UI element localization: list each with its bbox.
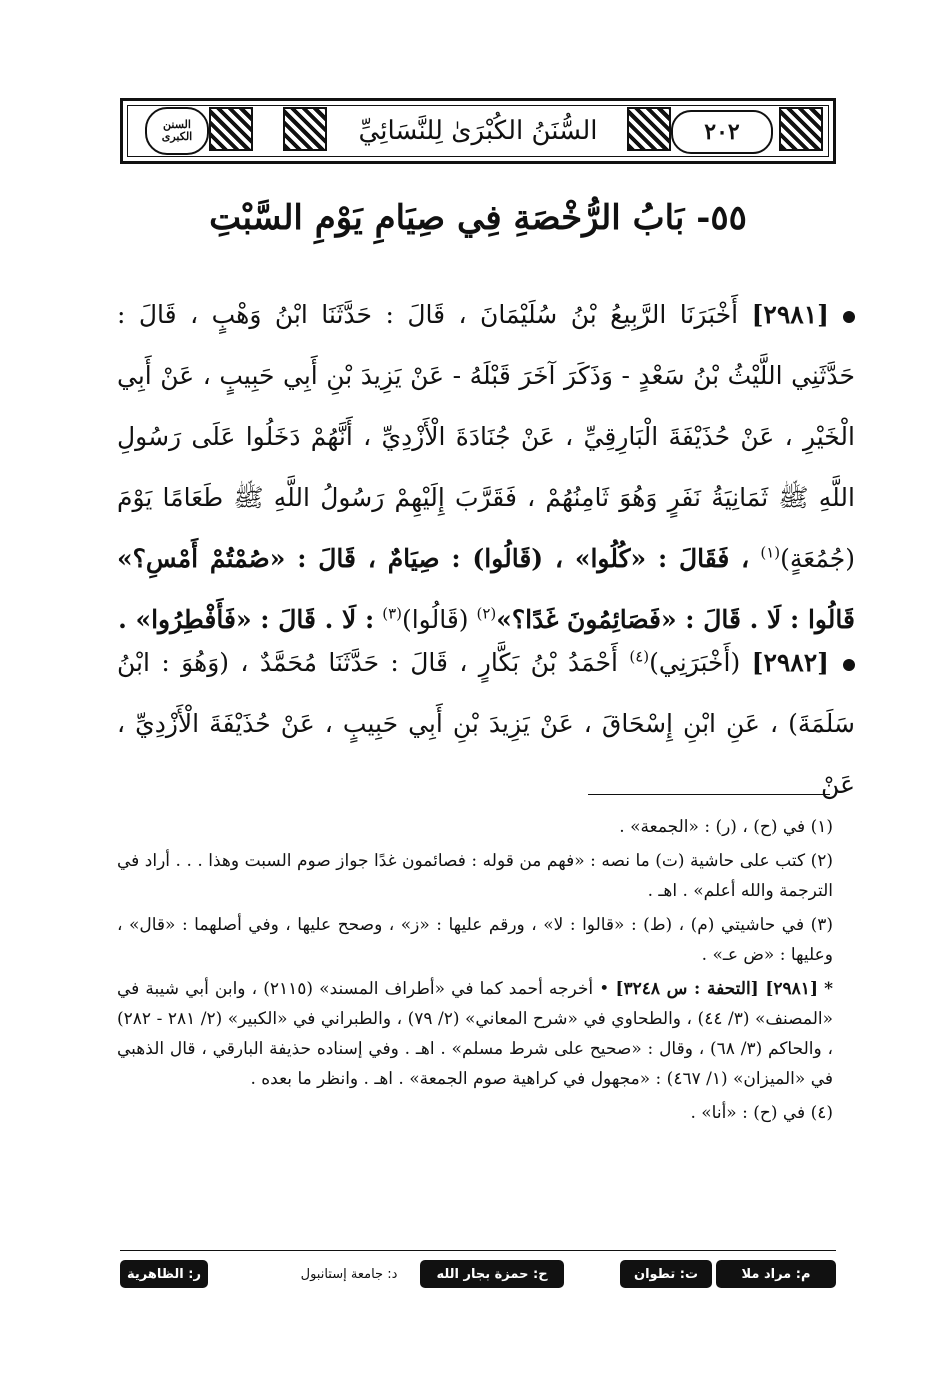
manuscript-t: ت: تطوان [620,1260,712,1288]
bullet-icon [843,659,855,671]
hadith-text: : لَا . قَالَ : «فَأَفْطِرُوا» . [118,605,375,634]
hadith-text: أَحْمَدُ بْنُ بَكَّارٍ ، قَالَ : حَدَّثَنَا مُحَمَّدٌ ، (وَهُوَ : ابْنُ سَلَمَةَ) ، عَنِ ابْنِ إِسْحَاقَ ، عَنْ يَزِيدَ بْنِ أَبِي حَبِيبٍ ، عَنْ حُذَيْفَةَ الْأَزْدِيِّ ، عَنْ [117,648,855,799]
footnote-1: (١) في (ح) ، (ر) : «الجمعة» . [619,817,833,837]
hadith-2981 [117,284,855,650]
ornament-left-inner-icon [209,107,253,151]
ornament-right-icon [779,107,823,151]
takhrij [117,974,833,1094]
hadith-text: ، فَقَالَ : «كُلُوا» ، (قَالُوا) : صِيَامٌ ، قَالَ : «صُمْتُمْ أَمْسِ؟» قَالُوا : لَا . قَالَ : «فَصَائِمُونَ غَدًا؟» [117,544,855,634]
bullet-icon [843,311,855,323]
ornament-right-inner-icon [627,107,671,151]
manuscript-r: ر: الظاهرية [120,1260,208,1288]
manuscript-h: ح: حمزة بجار الله [420,1260,564,1288]
hadith-number: [٢٩٨١] [751,300,829,329]
footnote-4: (٤) في (ح) : «أنا» . [690,1103,833,1123]
book-logo: السنن الكبرى [145,107,209,155]
footnote-3: (٣) في حاشيتي (م) ، (ط) : «قالوا : لا» ، ورقم عليها : «ز» ، وصحح عليها ، وفي أصلهما : «قال» ، وعليها : «ض عـ» . [117,915,833,965]
page-header [120,98,836,164]
footnotes [117,812,833,1132]
hadith-text: (أَخْبَرَنِي) [649,648,741,677]
ornament-left-icon [283,107,327,151]
manuscript-legend [120,1260,836,1294]
footnote-ref: (١) [760,543,781,562]
footnote-ref: (٤) [629,647,650,666]
footnote-separator [588,794,830,795]
footnote-ref: (٢) [476,604,497,623]
hadith-number: [٢٩٨٢] [751,648,829,677]
chapter-title: ٥٥- بَابُ الرُّخْصَةِ فِي صِيَامِ يَوْمِ السَّبْتِ [209,198,747,238]
page-number: ٢٠٢ [671,110,773,154]
footer-separator [120,1250,836,1251]
footnote-ref: (٣) [382,604,402,623]
takhrij-marker: * [824,979,833,999]
footnote-2: (٢) كتب على حاشية (ت) ما نصه : «فهم من قوله : فصائمون غدًا جواز صوم السبت وهذا . . . أراد في الترجمة والله أعلم» . اهـ . [117,851,833,901]
hadith-text: أَخْبَرَنَا الرَّبِيعُ بْنُ سُلَيْمَانَ ، قَالَ : حَدَّثَنَا ابْنُ وَهْبٍ ، قَالَ : حَدَّثَنِي اللَّيْثُ بْنُ سَعْدٍ - وَذَكَرَ آخَرَ قَبْلَهُ - عَنْ يَزِيدَ بْنِ أَبِي حَبِيبٍ ، عَنْ أَبِي الْخَيْرِ ، عَنْ حُذَيْفَةَ الْبَارِقِيِّ ، عَنْ جُنَادَةَ الْأَزْدِيِّ ، أَنَّهُمْ دَخَلُوا عَلَى رَسُولِ اللَّهِ ﷺ ثَمَانِيَةُ نَفَرٍ وَهُوَ ثَامِنُهُمْ ، فَقَرَّبَ إِلَيْهِمْ رَسُولُ اللَّهِ ﷺ طَعَامًا يَوْمَ (جُمُعَةٍ) [117,300,855,573]
hadith-text: (قَالُوا) [401,605,469,634]
manuscript-m: م: مراد ملا [716,1260,836,1288]
hadith-2982 [117,632,855,815]
manuscript-d: د: جامعة إستانبول [300,1266,398,1282]
takhrij-ref: [٢٩٨١] [التحفة : س ٣٢٤٨] [615,979,818,999]
takhrij-text: • أخرجه أحمد كما في «أطراف المسند» (٢١١٥) ، وابن أبي شيبة في «المصنف» (٣/ ٤٤) ، والطحاوي في «شرح المعاني» (٢/ ٧٩) ، والطبراني في «الكبير» (٢/ ٢٨١ - ٢٨٢) ، والحاكم (٣/ ٦٨) ، وقال : «صحيح على شرط مسلم» . اهـ . وفي إسناده حذيفة البارقي ، قال الذهبي في «الميزان» (١/ ٤٦٧) : «مجهول في كراهية صوم الجمعة» . اهـ . وانظر ما بعده . [117,979,833,1089]
book-title: السُّنَنُ الكُبْرَىٰ لِلنَّسَائِيِّ [358,116,598,146]
